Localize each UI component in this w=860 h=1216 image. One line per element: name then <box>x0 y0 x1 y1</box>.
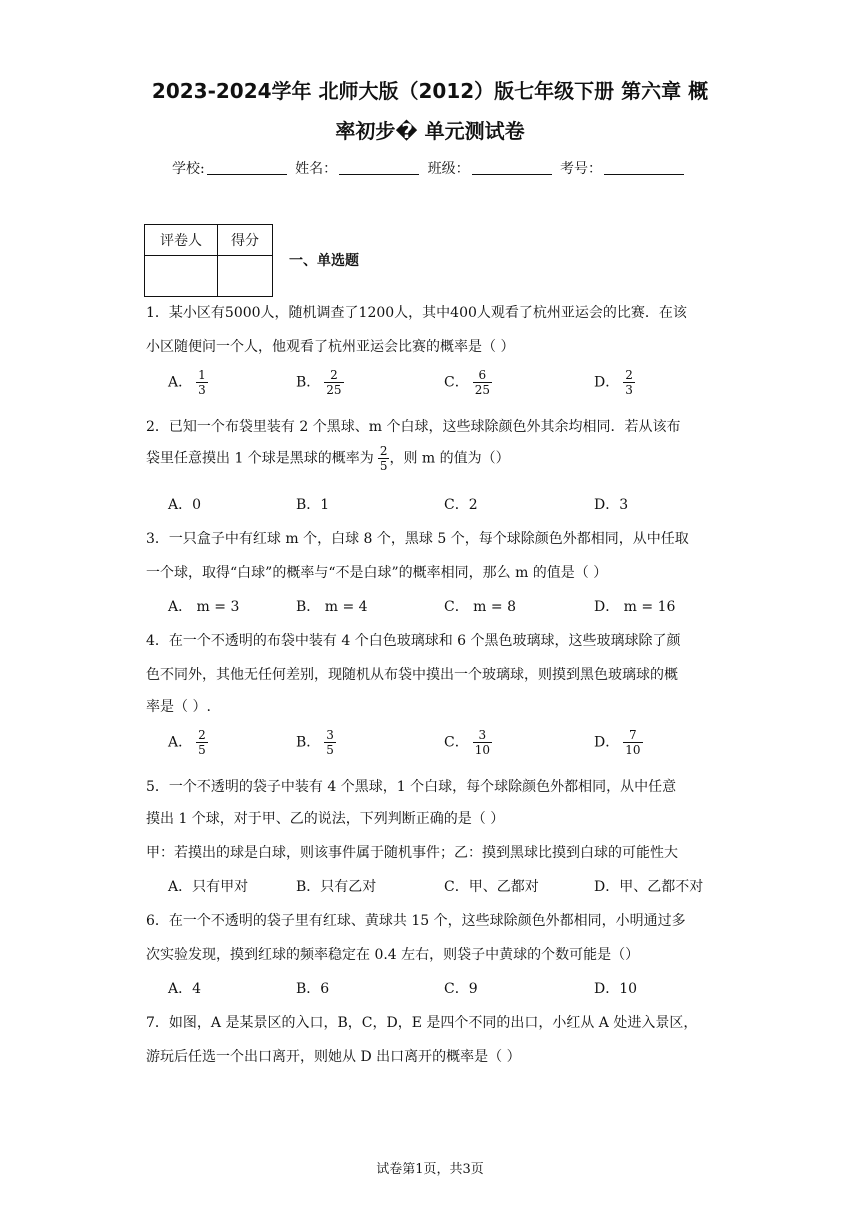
option-label: C． <box>444 374 469 391</box>
option-label: D． <box>594 734 620 751</box>
section-title: 一、单选题 <box>289 253 359 269</box>
page-footer: 试卷第1页，共3页 <box>376 1162 484 1177</box>
school-blank <box>207 174 287 175</box>
option-label: B． <box>296 374 321 391</box>
option-label: D． <box>594 374 620 391</box>
fraction: $\frac{1}{3}$ <box>198 368 206 397</box>
option-label: B． <box>296 734 321 751</box>
class-blank <box>472 174 552 175</box>
q6-option-c: C．9 <box>444 981 478 997</box>
q3-option-d: D． m = 16 <box>594 599 676 615</box>
id-label: 考号： <box>560 161 603 177</box>
q5-option-c: C．甲、乙都对 <box>444 879 539 895</box>
q3-option-c: C． m = 8 <box>444 599 516 615</box>
q5-option-d: D．甲、乙都不对 <box>594 879 704 895</box>
fraction: $\frac{2}{5}$ <box>198 728 206 757</box>
q6-option-a: A．4 <box>168 981 202 997</box>
fraction: $\frac{7}{10}$ <box>625 728 641 757</box>
q3-line2: 一个球，取得“白球”的概率与“不是白球”的概率相同，那么 m 的值是（ ） <box>146 565 608 581</box>
option-label: A． <box>168 374 193 391</box>
q5-line3: 甲：若摸出的球是白球，则该事件属于随机事件；乙：摸到黑球比摸到白球的可能性大 <box>146 845 678 861</box>
q6-line2: 次实验发现，摸到红球的频率稳定在 0.4 左右，则袋子中黄球的个数可能是（） <box>146 947 640 963</box>
score-cell <box>218 256 273 297</box>
q4-option-a <box>168 728 208 757</box>
q3-option-a: A． m = 3 <box>168 599 240 615</box>
q1-option-a <box>168 368 208 397</box>
name-blank <box>339 174 419 175</box>
q4-line2: 色不同外，其他无任何差别，现随机从布袋中摸出一个玻璃球，则摸到黑色玻璃球的概 <box>146 667 678 683</box>
q2-option-b: B．1 <box>296 497 330 513</box>
q1-line1: 1．某小区有5000人，随机调查了1200人，其中400人观看了杭州亚运会的比赛．在该 <box>146 305 687 321</box>
q4-option-c <box>444 728 492 757</box>
id-blank <box>604 174 684 175</box>
option-label: C． <box>444 734 469 751</box>
q4-line1: 4．在一个不透明的布袋中装有 4 个白色玻璃球和 6 个黑色玻璃球，这些玻璃球除了颜 <box>146 633 681 649</box>
q3-option-b: B． m = 4 <box>296 599 368 615</box>
name-label: 姓名： <box>295 161 338 177</box>
fraction: $\frac{2}{5}$ <box>379 444 388 473</box>
q5-option-b: B．只有乙对 <box>296 879 377 895</box>
q2-line2: 袋里任意摸出 1 个球是黑球的概率为 $\frac{2}{5}$ ，则 m 的值为（） <box>146 444 510 473</box>
q2-option-a: A．0 <box>168 497 202 513</box>
school-label: 学校: <box>171 161 205 177</box>
q2-option-d: D．3 <box>594 497 629 513</box>
q7-line2: 游玩后任选一个出口离开，则她从 D 出口离开的概率是（ ） <box>146 1049 521 1065</box>
q4-line3: 率是（ ）. <box>146 699 211 715</box>
q4-option-d <box>594 728 643 757</box>
class-label: 班级： <box>427 161 470 177</box>
score-header: 得分 <box>218 225 273 256</box>
q5-line1: 5．一个不透明的袋子中装有 4 个黑球，1 个白球，每个球除颜色外都相同，从中任意 <box>146 779 677 795</box>
q4-option-b <box>296 728 336 757</box>
fraction: $\frac{3}{10}$ <box>474 728 490 757</box>
q2-line1: 2．已知一个布袋里装有 2 个黑球、m 个白球，这些球除颜色外其余均相同．若从该布 <box>146 419 681 435</box>
q3-line1: 3．一只盒子中有红球 m 个，白球 8 个，黑球 5 个，每个球除颜色外都相同，从中任取 <box>146 531 689 547</box>
fraction: $\frac{2}{3}$ <box>625 368 633 397</box>
q7-line1: 7．如图，A 是某景区的入口，B，C，D，E 是四个不同的出口，小红从 A 处进入景区， <box>146 1015 698 1031</box>
fraction: $\frac{3}{5}$ <box>326 728 334 757</box>
fraction: $\frac{6}{25}$ <box>474 368 490 397</box>
option-label: A． <box>168 734 193 751</box>
q1-option-c <box>444 368 492 397</box>
exam-title-line2: 率初步� 单元测试卷 <box>335 119 525 143</box>
q5-option-a: A．只有甲对 <box>168 879 249 895</box>
q1-line2: 小区随便问一个人，他观看了杭州亚运会比赛的概率是（ ） <box>146 339 515 355</box>
score-table <box>144 224 273 297</box>
q1-option-b <box>296 368 344 397</box>
grader-header: 评卷人 <box>145 225 218 256</box>
exam-title-line1: 2023-2024学年 北师大版（2012）版七年级下册 第六章 概 <box>151 79 709 103</box>
q6-line1: 6．在一个不透明的袋子里有红球、黄球共 15 个，这些球除颜色外都相同，小明通过多 <box>146 913 686 929</box>
q6-option-d: D．10 <box>594 981 638 997</box>
fraction: $\frac{2}{25}$ <box>326 368 342 397</box>
q2-option-c: C．2 <box>444 497 478 513</box>
q5-line2: 摸出 1 个球，对于甲、乙的说法，下列判断正确的是（ ） <box>146 811 505 827</box>
q6-option-b: B．6 <box>296 981 330 997</box>
grader-cell <box>145 256 218 297</box>
student-info-row <box>0 158 860 178</box>
q1-option-d <box>594 368 635 397</box>
